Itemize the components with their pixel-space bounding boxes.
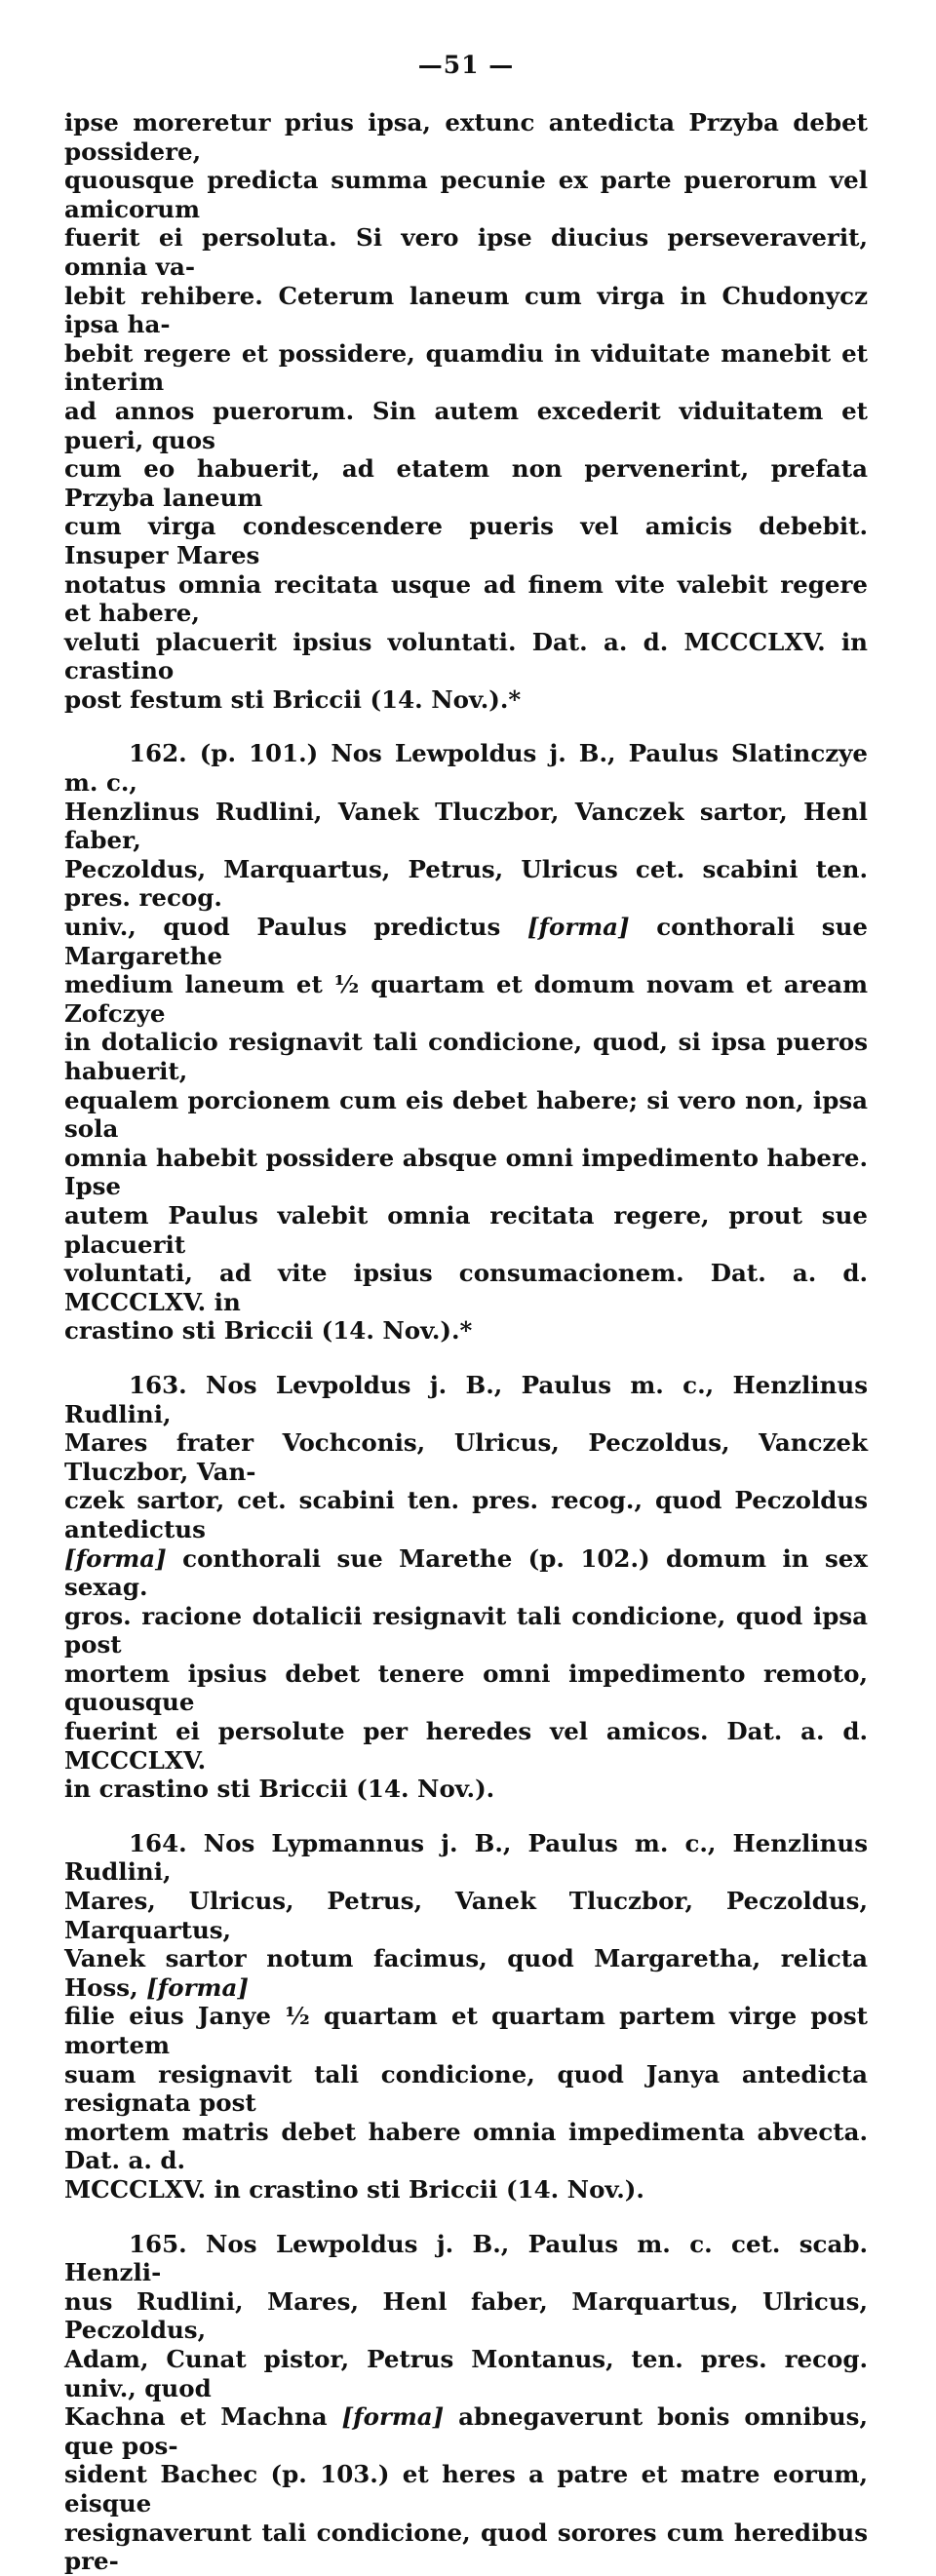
text-line: post festum sti Briccii (14. Nov.).* [64, 684, 522, 714]
text-line: fuerint ei persolute per heredes vel amicos. Dat. a. d. MCCCLXV. [64, 1717, 868, 1775]
text-line: fuerit ei persoluta. Si vero ipse diucius perseveraverit, omnia va- [64, 223, 868, 281]
text-line: 163. Nos Levpoldus j. B., Paulus m. c., Henzlinus Rudlini, [64, 1370, 868, 1428]
text-line: Adam, Cunat pistor, Petrus Montanus, ten. pres. recog. univ., quod [64, 2344, 868, 2402]
text-line: univ., quod Paulus predictus [forma] conthorali sue Margarethe [64, 913, 868, 970]
text-line: ipse moreretur prius ipsa, extunc antedicta Przyba debet possidere, [64, 108, 868, 166]
paragraph-entry-165 [64, 2230, 868, 2576]
text-line: lebit rehibere. Ceterum laneum cum virga in Chudonycz ipsa ha- [64, 281, 868, 339]
text-line: Henzlinus Rudlini, Vanek Tluczbor, Vanczek sartor, Henl faber, [64, 797, 868, 855]
paragraph-entry-162 [64, 739, 868, 1345]
text-line: equalem porcionem cum eis debet habere; si vero non, ipsa sola [64, 1085, 868, 1144]
text-line: 164. Nos Lypmannus j. B., Paulus m. c., Henzlinus Rudlini, [64, 1828, 868, 1887]
text-line: nus Rudlini, Mares, Henl faber, Marquartus, Ulricus, Peczoldus, [64, 2286, 868, 2345]
text-line: [forma] conthorali sue Marethe (p. 102.) domum in sex sexag. [64, 1543, 868, 1602]
text-line: Peczoldus, Marquartus, Petrus, Ulricus cet. scabini ten. pres. recog. [64, 854, 868, 913]
text-line: Kachna et Machna [forma] abnegaverunt bonis omnibus, que pos- [64, 2402, 868, 2460]
text-line: veluti placuerit ipsius voluntati. Dat. a. d. MCCCLXV. in crastino [64, 627, 868, 685]
paragraph-entry-163 [64, 1371, 868, 1804]
page-number: —51 — [417, 51, 515, 79]
text-line: gros. racione dotalicii resignavit tali condicione, quod ipsa post [64, 1601, 868, 1659]
text-line: ad annos puerorum. Sin autem excederit viduitatem et pueri, quos [64, 396, 868, 454]
text-line: 165. Nos Lewpoldus j. B., Paulus m. c. cet. scab. Henzli- [64, 2229, 868, 2287]
text-line: sident Bachec (p. 103.) et heres a patre et matre eorum, eisque [64, 2460, 868, 2517]
text-line: MCCCLXV. in crastino sti Briccii (14. Nov.). [64, 2174, 644, 2204]
forma-mark: [forma] [341, 2402, 445, 2432]
text-line: cum virga condescendere pueris vel amicis debebit. Insuper Mares [64, 512, 868, 569]
document-page [64, 51, 868, 2576]
text-line: mortem matris debet habere omnia impedimenta abvecta. Dat. a. d. [64, 2117, 868, 2175]
text-line: medium laneum et ½ quartam et domum novam et aream Zofczye [64, 970, 868, 1028]
forma-mark: [forma] [64, 1543, 167, 1573]
text-line: Vanek sartor notum facimus, quod Margaretha, relicta Hoss, [forma] [64, 1944, 868, 2002]
paragraph-entry-164 [64, 1829, 868, 2205]
text-line: mortem ipsius debet tenere omni impedimento remoto, quousque [64, 1659, 868, 1717]
text-line: crastino sti Briccii (14. Nov.).* [64, 1316, 473, 1346]
text-line: voluntati, ad vite ipsius consumacionem. Dat. a. d. MCCCLXV. in [64, 1259, 868, 1316]
text-line: in crastino sti Briccii (14. Nov.). [64, 1775, 495, 1804]
text-line: omnia habebit possidere absque omni impedimento habere. Ipse [64, 1143, 868, 1201]
text-line: suam resignavit tali condicione, quod Janya antedicta resignata post [64, 2059, 868, 2118]
text-line: resignaverunt tali condicione, quod sorores cum heredibus pre- [64, 2517, 868, 2576]
paragraph-continuation [64, 108, 868, 714]
forma-mark: [forma] [526, 913, 630, 942]
text-line: 162. (p. 101.) Nos Lewpoldus j. B., Paulus Slatinczye m. c., [64, 739, 868, 798]
text-line: in dotalicio resignavit tali condicione, quod, si ipsa pueros habuerit, [64, 1028, 868, 1085]
text-line: notatus omnia recitata usque ad finem vite valebit regere et habere, [64, 569, 868, 628]
text-line: Mares frater Vochconis, Ulricus, Peczoldus, Vanczek Tluczbor, Van- [64, 1428, 868, 1486]
text-line: czek sartor, cet. scabini ten. pres. recog., quod Peczoldus antedictus [64, 1486, 868, 1543]
text-line: filie eius Janye ½ quartam et quartam partem virge post mortem [64, 2002, 868, 2059]
text-line: autem Paulus valebit omnia recitata regere, prout sue placuerit [64, 1200, 868, 1259]
text-line: Mares, Ulricus, Petrus, Vanek Tluczbor, Peczoldus, Marquartus, [64, 1887, 868, 1944]
text-line: quousque predicta summa pecunie ex parte puerorum vel amicorum [64, 166, 868, 223]
text-line: bebit regere et possidere, quamdiu in viduitate manebit et interim [64, 338, 868, 397]
text-line: cum eo habuerit, ad etatem non pervenerint, prefata Przyba laneum [64, 454, 868, 512]
forma-mark: [forma] [146, 1972, 249, 2002]
